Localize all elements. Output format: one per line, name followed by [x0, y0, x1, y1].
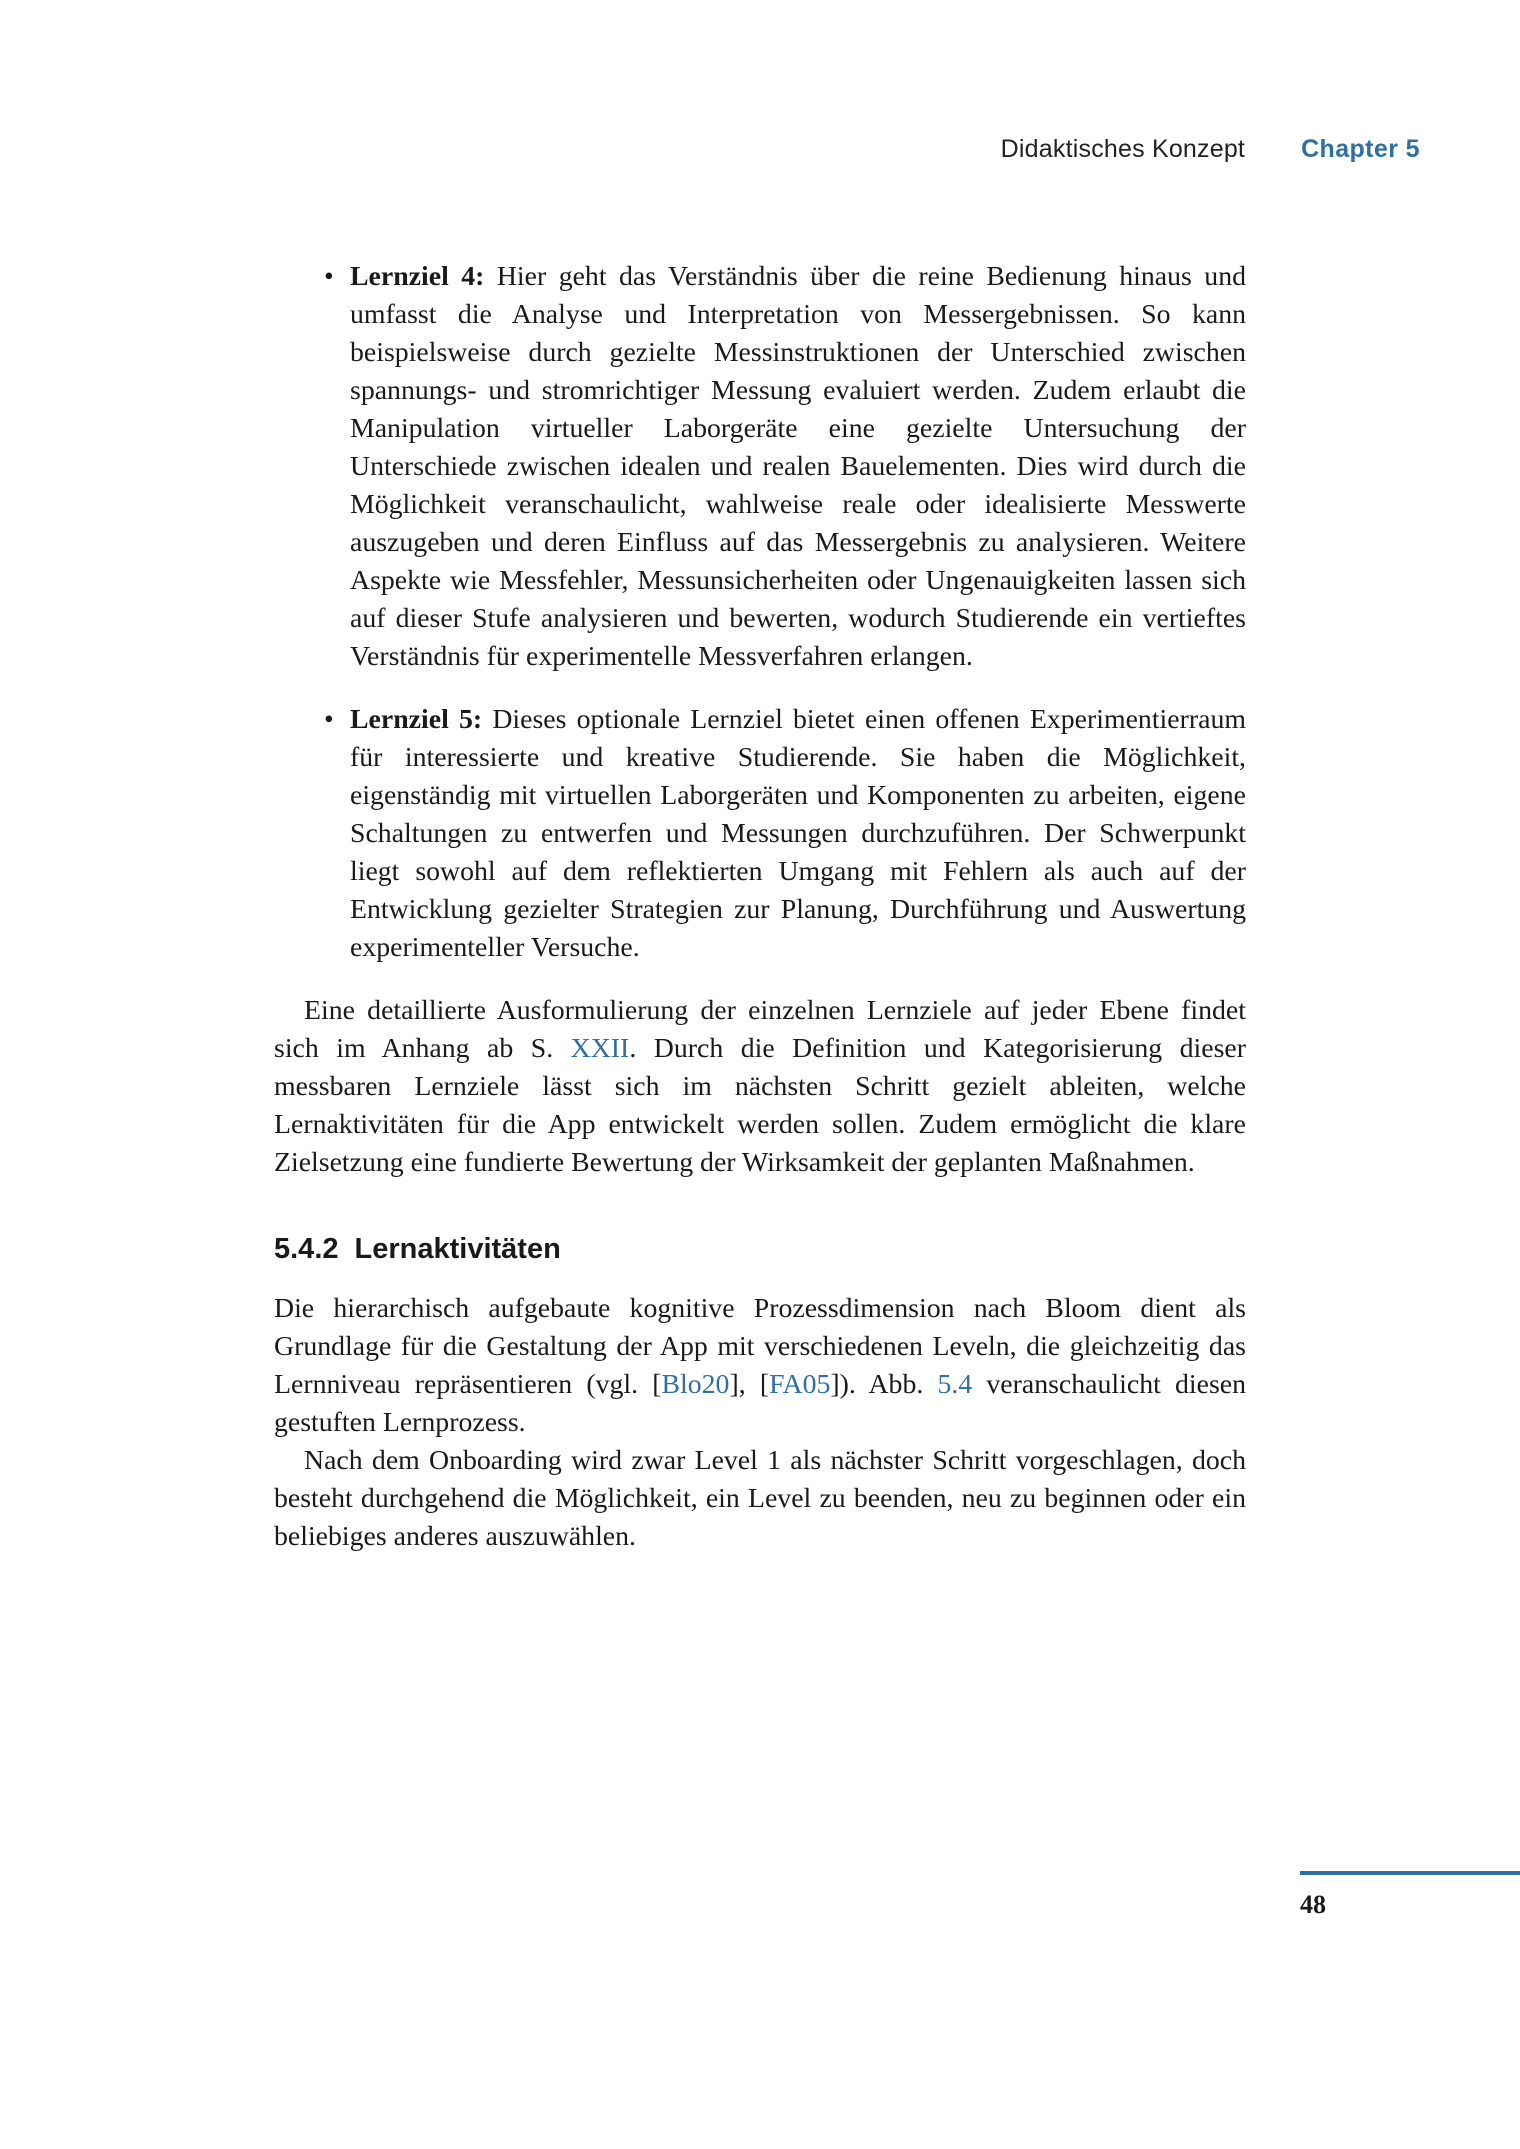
paragraph-text: ], [ — [729, 1369, 770, 1400]
goal-label: Lernziel 4: — [350, 261, 485, 292]
list-item-goal-5 — [274, 701, 1246, 967]
goal-text: Hier geht das Verständnis über die reine Bedienung hinaus und umfasst die Analyse und Interpretation von Messergebnissen. So kann beispielsweise durch gezielte Messinstruktionen der Unterschied zwischen spannungs- und stromrichtiger Messung evaluiert werden. Zudem erlaubt die Manipulation virtueller Laborgeräte eine gezielte Untersuchung der Unterschiede zwischen idealen und realen Bauelementen. Dies wird durch die Möglichkeit veranschaulicht, wahlweise reale oder idealisierte Messwerte auszugeben und deren Einfluss auf das Messergebnis zu analysieren. Weitere Aspekte wie Messfehler, Messunsicherheiten oder Ungenauigkeiten lassen sich auf dieser Stufe analysieren und bewerten, wodurch Studierende ein vertieftes Verständnis für experimentelle Messverfahren erlangen. — [350, 261, 1246, 672]
paragraph-bloom — [274, 1290, 1246, 1442]
figure-ref-link[interactable]: 5.4 — [937, 1369, 973, 1400]
paragraph-text: veranschaulicht diesen gestuften Lernprozess. — [274, 1369, 1246, 1438]
section-heading — [274, 1230, 1246, 1268]
citation-link-fa05[interactable]: FA05 — [769, 1369, 831, 1400]
header-section-title: Didaktisches Konzept — [1000, 135, 1246, 163]
paragraph-onboarding: Nach dem Onboarding wird zwar Level 1 als nächster Schritt vorgeschlagen, doch besteht durchgehend die Möglichkeit, ein Level zu beenden, neu zu beginnen oder ein beliebiges anderes auszuwählen. — [274, 1445, 1246, 1552]
list-item-goal-4 — [274, 258, 1246, 676]
page-content — [274, 258, 1246, 1556]
section-number: 5.4.2 — [274, 1233, 339, 1265]
goal-label: Lernziel 5: — [350, 704, 483, 735]
goal-text: Dieses optionale Lernziel bietet einen offenen Experimentierraum für interessierte und kreative Studierende. Sie haben die Möglichkeit, eigenständig mit virtuellen Laborgeräten und Komponenten zu arbeiten, eigene Schaltungen zu entwerfen und Messungen durchzuführen. Der Schwerpunkt liegt sowohl auf dem reflektierten Umgang mit Fehlern als auch auf der Entwicklung gezielter Strategien zur Planung, Durchführung und Auswertung experimenteller Versuche. — [350, 704, 1246, 963]
paragraph-text: Die hierarchisch aufgebaute kognitive Prozessdimension nach Bloom dient als Grundlage für die Gestaltung der App mit verschiedenen Leveln, die gleichzeitig das Lernniveau repräsentieren (vgl. [ — [274, 1293, 1246, 1400]
appendix-page-link[interactable]: XXII — [570, 1033, 630, 1064]
section-title: Lernaktivitäten — [354, 1233, 561, 1265]
page-number: 48 — [1300, 1890, 1326, 1919]
paragraph-text: . Durch die Definition und Kategorisierung dieser messbaren Lernziele lässt sich im nächsten Schritt gezielt ableiten, welche Lernaktivitäten für die App entwickelt werden sollen. Zudem ermöglicht die klare Zielsetzung eine fundierte Bewertung der Wirksamkeit der geplanten Maßnahmen. — [274, 1033, 1247, 1178]
header-chapter-label: Chapter 5 — [1301, 135, 1420, 163]
bullet-icon: • — [324, 261, 334, 292]
footer-rule — [1300, 1871, 1520, 1875]
bullet-icon: • — [324, 704, 334, 735]
learning-goals-list — [274, 258, 1246, 967]
paragraph-goals-summary — [274, 992, 1246, 1182]
citation-link-blo20[interactable]: Blo20 — [661, 1369, 730, 1400]
page-header — [1001, 135, 1420, 164]
paragraph-text: Eine detaillierte Ausformulierung der einzelnen Lernziele auf jeder Ebene findet sich im Anhang ab S. — [274, 995, 1246, 1064]
paragraph-text: ]). Abb. — [830, 1369, 938, 1400]
